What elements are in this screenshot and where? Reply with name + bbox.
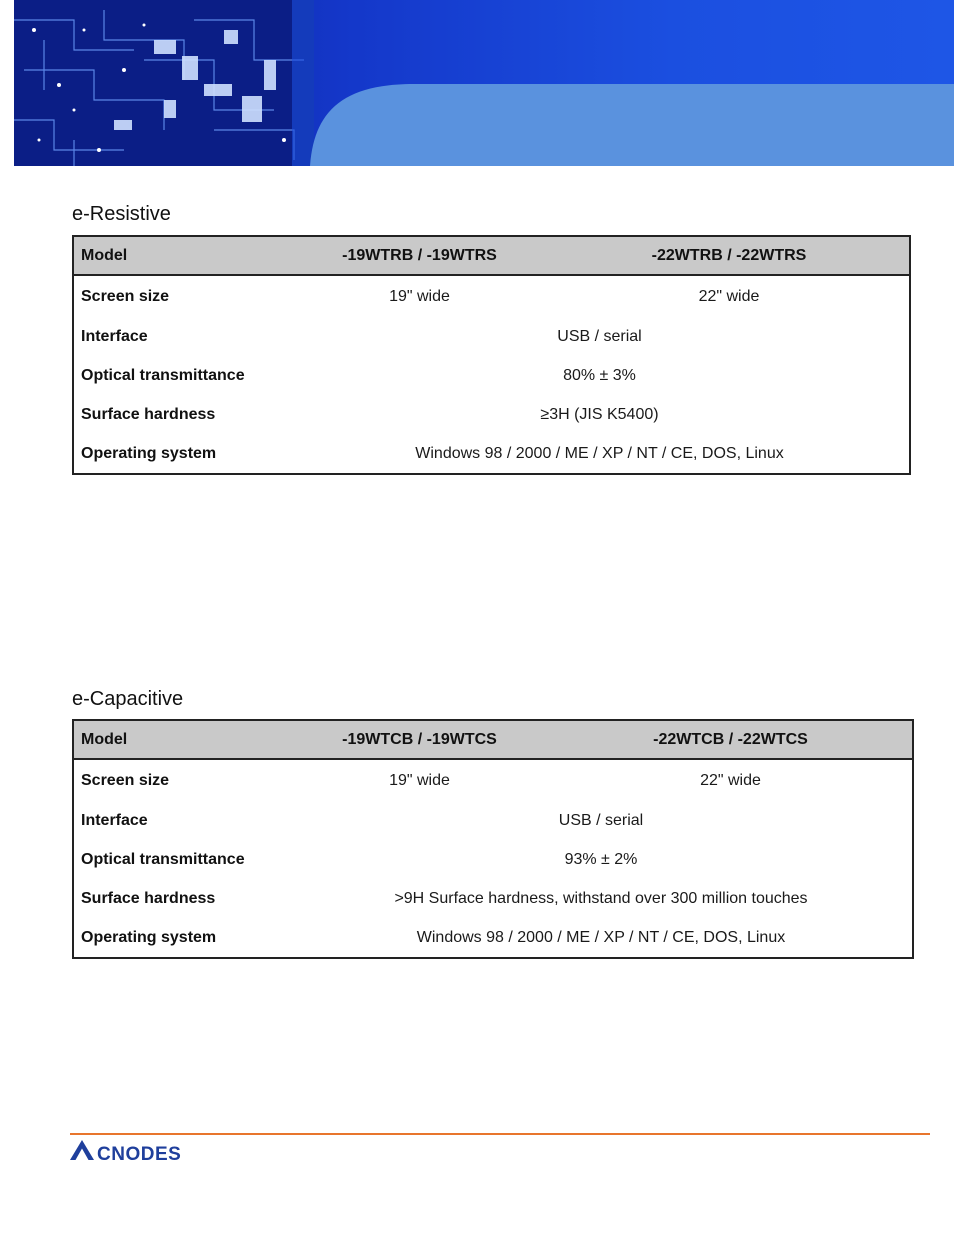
header-model-22: -22WTRB / -22WTRS [651, 246, 807, 264]
cell-value: 19" wide [389, 771, 450, 789]
cell-value: 93% ± 2% [564, 850, 638, 868]
table-row [74, 395, 909, 434]
cell-value: ≥3H (JIS K5400) [540, 405, 659, 423]
table-row [74, 759, 912, 801]
row-label: Optical transmittance [81, 366, 245, 384]
row-label: Optical transmittance [81, 850, 245, 868]
cell-value: 22" wide [698, 287, 760, 305]
resistive-spec-table [72, 235, 911, 475]
table-row [74, 918, 912, 957]
table-row [74, 840, 912, 879]
header-banner [14, 0, 954, 166]
row-label: Surface hardness [81, 889, 216, 907]
row-label: Interface [81, 327, 148, 345]
header-model-22: -22WTCB / -22WTCS [653, 730, 808, 748]
table-row [74, 879, 912, 918]
table-row [74, 317, 909, 356]
table-row [74, 434, 909, 473]
header-model-19: -19WTRB / -19WTRS [342, 246, 497, 264]
table-row [74, 275, 909, 317]
table-row [74, 356, 909, 395]
cell-value: 22" wide [700, 771, 761, 789]
footer-divider [70, 1133, 930, 1135]
cell-value: Windows 98 / 2000 / ME / XP / NT / CE, DOS, Linux [415, 444, 784, 462]
cell-value: >9H Surface hardness, withstand over 300 million touches [394, 889, 808, 907]
logo-wordmark: CNODES [97, 1144, 182, 1165]
header-model-19: -19WTCB / -19WTCS [342, 730, 497, 748]
row-label: Screen size [81, 287, 170, 305]
acnodes-logo [70, 1139, 230, 1165]
table-header-row [74, 721, 912, 759]
row-label: Operating system [81, 928, 217, 946]
row-label: Interface [81, 811, 148, 829]
banner-wave [14, 0, 954, 166]
row-label: Operating system [81, 444, 217, 462]
cell-value: Windows 98 / 2000 / ME / XP / NT / CE, DOS, Linux [416, 928, 786, 946]
header-model: Model [81, 246, 128, 264]
resistive-section-title: e-Resistive [72, 203, 171, 225]
table-row [74, 801, 912, 840]
table-header-row [74, 237, 909, 275]
row-label: Surface hardness [81, 405, 216, 423]
cell-value: 19" wide [389, 287, 450, 305]
capacitive-section-title: e-Capacitive [72, 688, 184, 710]
capacitive-spec-table [72, 719, 914, 959]
header-model: Model [81, 730, 128, 748]
row-label: Screen size [81, 771, 170, 789]
cell-value: USB / serial [558, 811, 644, 829]
cell-value: USB / serial [557, 327, 642, 345]
cell-value: 80% ± 3% [563, 366, 636, 384]
